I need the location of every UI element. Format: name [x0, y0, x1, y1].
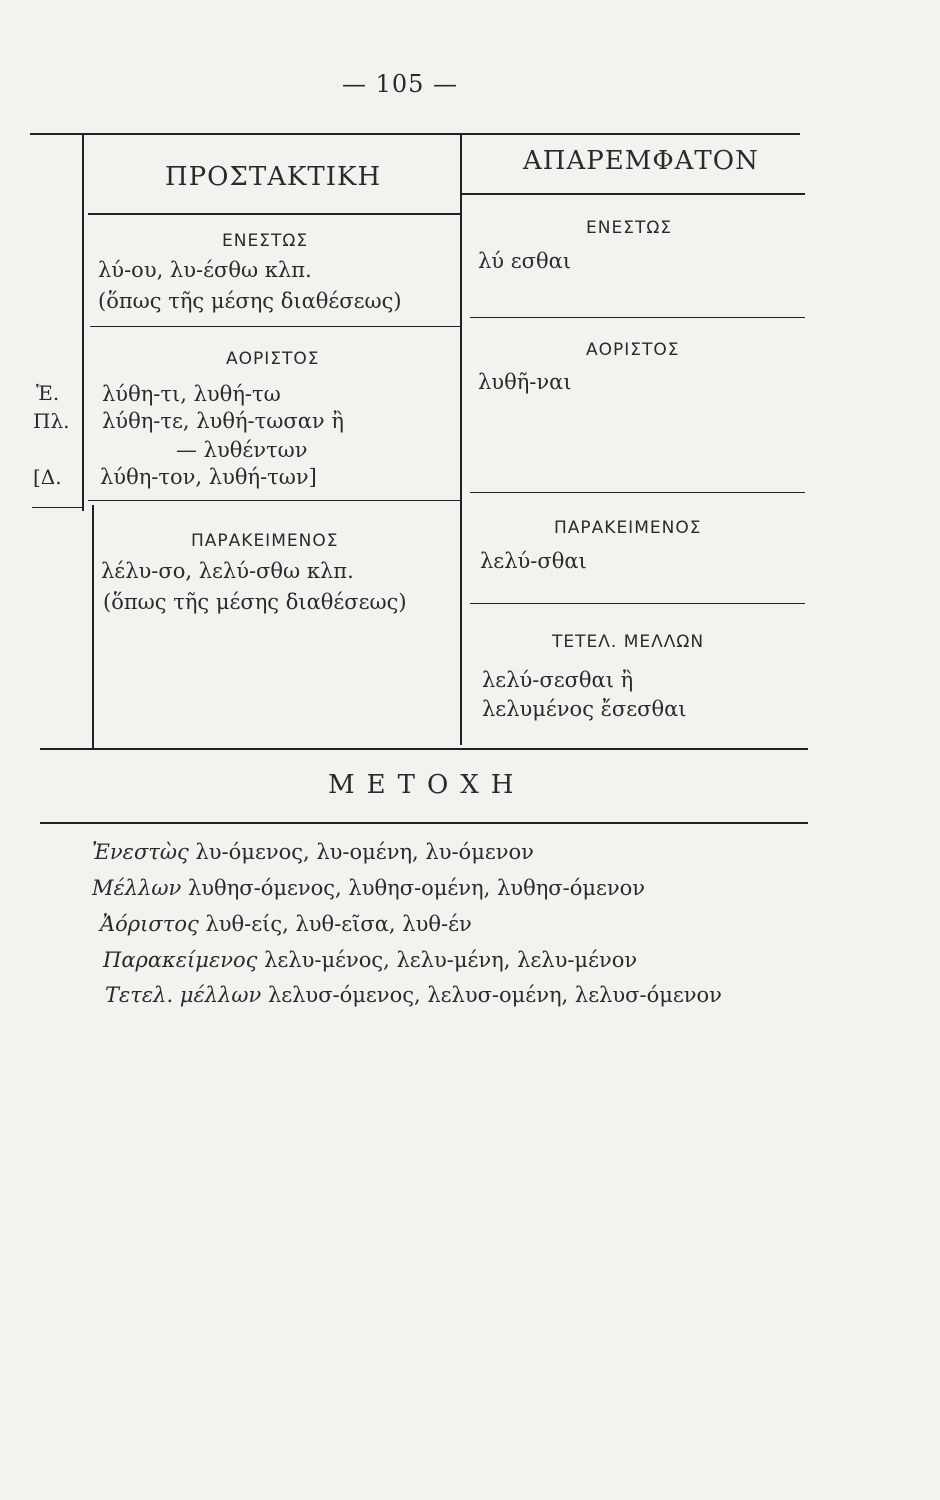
side-label-plural: Πλ. — [33, 409, 70, 433]
participle-tense: Ἐνεστὼς — [92, 840, 189, 864]
imp-perfect-title: ΠΑΡΑΚΕΙΜΕΝΟΣ — [191, 531, 339, 551]
imp-present-line-2: (ὅπως τῆς μέσης διαθέσεως) — [98, 289, 402, 313]
participle-title: ΜΕΤΟΧΗ — [328, 770, 526, 800]
inf-future-perfect-line-2: λελυμένος ἔσεσθαι — [482, 697, 687, 721]
participle-row — [92, 876, 645, 900]
imp-present-title: ΕΝΕΣΤΩΣ — [222, 231, 309, 251]
inf-aorist-line-1: λυθῆ-ναι — [478, 370, 572, 394]
inf-aorist-title: ΑΟΡΙΣΤΟΣ — [586, 340, 680, 360]
participle-tense: Παρακείμενος — [103, 948, 258, 972]
inf-future-perfect-line-1: λελύ-σεσθαι ἢ — [482, 668, 634, 692]
imp-perfect-line-1: λέλυ-σο, λελύ-σθω κλπ. — [101, 559, 354, 583]
right-rule-2 — [470, 492, 805, 493]
imp-present-line-1: λύ-ου, λυ-έσθω κλπ. — [98, 258, 312, 282]
participle-tense: Μέλλων — [92, 876, 182, 900]
participle-forms: λελυσ-όμενος, λελυσ-ομένη, λελυσ-όμενον — [267, 983, 722, 1007]
right-rule-3 — [470, 603, 805, 604]
participle-row — [100, 912, 472, 936]
imp-aorist-title: ΑΟΡΙΣΤΟΣ — [226, 349, 320, 369]
participle-tense: Τετελ. μέλλων — [105, 983, 262, 1007]
left-inner-rule — [92, 505, 94, 750]
side-rule — [32, 507, 84, 508]
left-border-rule — [82, 133, 84, 511]
inf-perfect-title: ΠΑΡΑΚΕΙΜΕΝΟΣ — [554, 518, 702, 538]
page-number: — 105 — — [341, 70, 459, 98]
table-top-rule — [30, 133, 800, 135]
inf-perfect-line-1: λελύ-σθαι — [480, 549, 587, 573]
participle-forms: λυθ-είς, λυθ-εῖσα, λυθ-έν — [205, 912, 472, 936]
imp-aorist-line-1: λύθη-τι, λυθή-τω — [102, 382, 281, 406]
left-rule-1 — [90, 326, 460, 327]
participle-forms: λυ-όμενος, λυ-ομένη, λυ-όμενον — [195, 840, 534, 864]
inf-present-title: ΕΝΕΣΤΩΣ — [586, 218, 673, 238]
header-rule-left — [88, 213, 460, 215]
imp-aorist-line-4: λύθη-τον, λυθή-των] — [100, 465, 317, 489]
participle-row — [103, 948, 637, 972]
imp-perfect-line-2: (ὅπως τῆς μέσης διαθέσεως) — [103, 590, 407, 614]
participle-forms: λελυ-μένος, λελυ-μένη, λελυ-μένον — [264, 948, 638, 972]
right-rule-1 — [470, 317, 805, 318]
participle-forms: λυθησ-όμενος, λυθησ-ομένη, λυθησ-όμενον — [187, 876, 646, 900]
infinitive-header: ΑΠΑΡΕΜΦΑΤΟΝ — [523, 146, 759, 176]
imp-aorist-line-3: — λυθέντων — [176, 438, 308, 462]
participle-rule — [40, 822, 808, 824]
table-bottom-rule — [40, 748, 808, 750]
inf-present-line-1: λύ εσθαι — [478, 249, 572, 273]
side-label-singular: Ἑ. — [36, 381, 60, 405]
header-rule-right — [460, 193, 805, 195]
imp-aorist-line-2: λύθη-τε, λυθή-τωσαν ἢ — [102, 409, 344, 433]
left-rule-2 — [88, 500, 460, 501]
participle-tense: Ἀόριστος — [100, 912, 199, 936]
imperative-header: ΠΡΟΣΤΑΚΤΙΚΗ — [165, 162, 382, 192]
column-divider — [460, 133, 462, 745]
side-label-dual: [Δ. — [33, 465, 62, 489]
inf-future-perfect-title: ΤΕΤΕΛ. ΜΕΛΛΩΝ — [552, 632, 705, 652]
participle-row — [105, 983, 722, 1007]
participle-row — [92, 840, 534, 864]
